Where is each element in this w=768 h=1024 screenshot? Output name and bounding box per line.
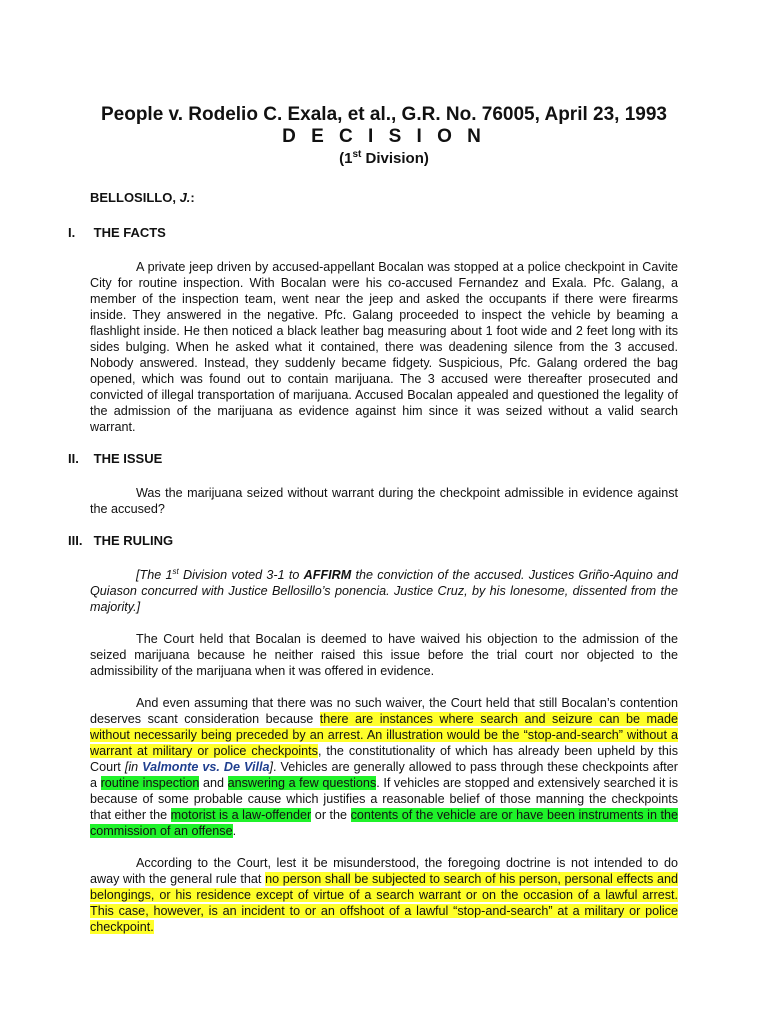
ruling-paragraph-general-rule: According to the Court, lest it be misunderstood, the foregoing doctrine is not intended to do away with the general rule that no person shall be subjected to search of his person, personal effects and belongings, or his residence except of virtue of a search warrant or on the occasion of a lawful arrest. This case, however, is an incident to or an offshoot of a lawful “stop-and-search” at a military or police checkpoint.: [90, 856, 678, 934]
highlight-green: routine inspection: [100, 776, 200, 790]
case-citation: Valmonte vs. De Villa: [142, 760, 270, 774]
highlight-yellow: This case, however, is an incident to or an offshoot of a lawful “stop-and-search” at a military or police checkpoint.: [90, 904, 678, 934]
facts-paragraph: A private jeep driven by accused-appellant Bocalan was stopped at a police checkpoint in Cavite City for routine inspection. With Bocalan were his co-accused Fernandez and Exala. Pfc. Galang, a member of the inspection team, went near the jeep and asked the occupants if there were firearms inside. They answered in the negative. Pfc. Galang proceeded to inspect the vehicle by beaming a flashlight inside. He then noticed a black leather bag measuring about 1 foot wide and 2 feet long with its sides bulging. When he asked what it contained, there was deadening silence from the 3 accused. Nobody answered. Instead, they suddenly became fidgety. Suspicious, Pfc. Galang ordered the bag opened, which was found out to contain marijuana. The 3 accused were thereafter prosecuted and convicted of illegal transportation of marijuana. Accused Bocalan appealed and questioned the legality of the admission of the marijuana as evidence against him since it was seized without a valid search warrant.: [90, 260, 678, 434]
highlight-yellow: no person shall be subjected to search of his person, personal effects and belongings, or his residence except of virtue of a search warrant or on the occasion of a lawful arrest.: [90, 872, 678, 902]
highlight-green: answering a few questions: [227, 776, 377, 790]
ruling-paragraph-waiver: The Court held that Bocalan is deemed to have waived his objection to the admission of the seized marijuana because he neither raised this issue before the trial court nor objected to the admissibility of the marijuana when it was offered in evidence.: [90, 632, 678, 678]
highlight-yellow: there are instances where search and seizure can be made without necessarily being preceded by an arrest. An illustration would be the “stop-and-search” without a warrant at military or police checkpoints: [90, 712, 678, 758]
ruling-paragraph-checkpoint: And even assuming that there was no such waiver, the Court held that still Bocalan’s contention deserves scant consideration because there are instances where search and seizure can be made without necessarily being preceded by an arrest. An illustration would be the “stop-and-search” without a warrant at military or police checkpoints, the constitutionality of which has already been upheld by this Court [in Valmonte vs. De Villa]. Vehicles are generally allowed to pass through these checkpoints after a routine inspection and answering a few questions. If vehicles are stopped and extensively searched it is because of some probable cause which justifies a reasonable belief of those manning the checkpoints that either the motorist is a law-offender or the contents of the vehicle are or have been instruments in the commission of an offense.: [90, 696, 679, 838]
highlight-green: motorist is a law-offender: [170, 808, 312, 822]
section-heading-ruling: III. THE RULING: [68, 533, 174, 548]
decision-heading: D E C I S I O N: [282, 126, 486, 147]
ponente: BELLOSILLO, J.:: [90, 190, 195, 205]
document-body: [68, 104, 679, 951]
voting-note: [The 1st Division voted 3-1 to AFFIRM the conviction of the accused. Justices Griño-Aquino and Quiason concurred with Justice Bellosillo’s ponencia. Justice Cruz, by his lonesome, dissented from the majority.]: [90, 566, 679, 614]
division-label: (1st Division): [339, 149, 429, 167]
section-heading-issue: II. THE ISSUE: [68, 451, 163, 466]
case-title: People v. Rodelio C. Exala, et al., G.R. No. 76005, April 23, 1993: [100, 104, 667, 125]
highlight-green: contents of the vehicle are or have been instruments in the commission of an offense: [90, 808, 679, 838]
section-heading-facts: I. THE FACTS: [68, 225, 166, 240]
issue-paragraph: Was the marijuana seized without warrant during the checkpoint admissible in evidence against the accused?: [90, 486, 678, 516]
